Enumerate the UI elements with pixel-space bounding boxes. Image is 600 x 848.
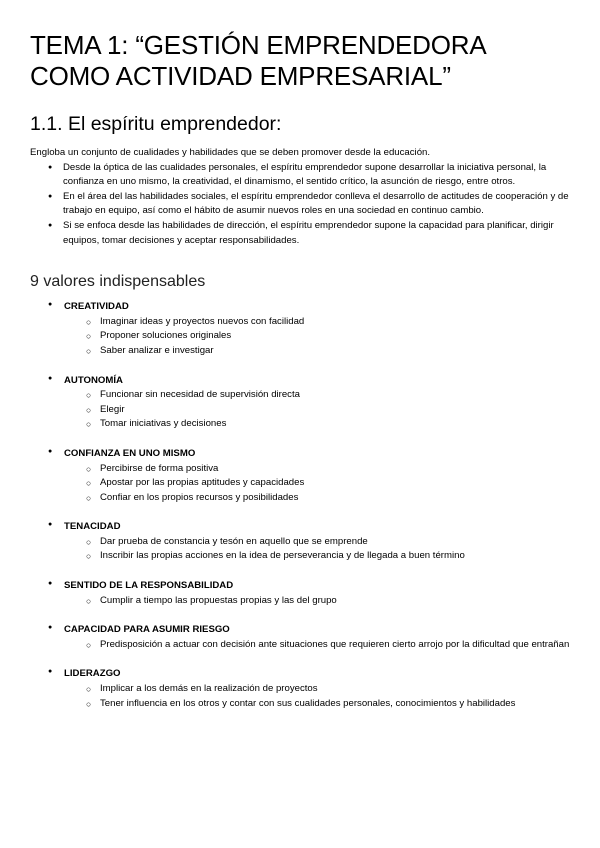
values-list [30,300,570,711]
value-sub-list [64,315,570,359]
section-heading: 1.1. El espíritu emprendedor: [30,113,282,135]
value-title: ● AUTONOMÍA [64,374,123,386]
value-sub-list [64,388,570,432]
intro-bullet: ● En el área del las habilidades sociales, el espíritu emprendedor conlleva el desarrollo de actitudes de cooperación y de trabajo en equipo, así como el hábito de asumir nuevos roles en una sociedad en continuo cambio. [48,190,570,219]
value-title: ● CONFIANZA EN UNO MISMO [64,447,196,459]
value-sub-item: ○ Cumplir a tiempo las propuestas propias y las del grupo [86,594,570,609]
value-sub-item: ○ Tener influencia en los otros y contar con sus cualidades personales, conocimientos y habilidades [86,697,570,712]
value-title: ● CREATIVIDAD [64,301,129,313]
value-sub-list [64,682,570,711]
value-sub-item: ○ Predisposición a actuar con decisión ante situaciones que requieren cierto arrojo por la dificultad que entrañan [86,638,570,653]
value-sub-item: ○ Elegir [86,403,570,418]
intro-bullet: ● Si se enfoca desde las habilidades de dirección, el espíritu emprendedor supone la capacidad para planificar, dirigir equipos, tomar decisiones y aceptar responsabilidades. [48,219,570,248]
value-sub-list [64,638,570,653]
value-title: ● SENTIDO DE LA RESPONSABILIDAD [64,580,234,592]
value-sub-item: ○ Imaginar ideas y proyectos nuevos con facilidad [86,315,570,330]
value-sub-item: ○ Tomar iniciativas y decisiones [86,417,570,432]
document-title [30,30,570,92]
title-line-1: TEMA 1: “GESTIÓN EMPRENDEDORA [30,30,487,60]
value-sub-item: ○ Percibirse de forma positiva [86,462,570,477]
value-sub-list [64,594,570,609]
value-sub-list [64,535,570,564]
value-sub-item: ○ Dar prueba de constancia y tesón en aquello que se emprende [86,535,570,550]
intro-paragraph: Engloba un conjunto de cualidades y habilidades que se deben promover desde la educación. [30,147,431,158]
value-item [48,579,570,608]
intro-bullet-list [30,161,570,249]
value-title: ● CAPACIDAD PARA ASUMIR RIESGO [64,624,230,636]
title-line-2: COMO ACTIVIDAD EMPRESARIAL” [30,61,451,91]
value-title: ● LIDERAZGO [64,668,121,680]
value-item [48,374,570,432]
value-sub-list [64,462,570,506]
value-sub-item: ○ Proponer soluciones originales [86,329,570,344]
intro-bullet: ● Desde la óptica de las cualidades personales, el espíritu emprendedor supone desarrollar la iniciativa personal, la confianza en uno mismo, la creatividad, el dinamismo, el sentido crítico, la asunción de riesgo, entre otros. [48,161,570,190]
value-sub-item: ○ Confiar en los propios recursos y posibilidades [86,491,570,506]
value-sub-item: ○ Funcionar sin necesidad de supervisión directa [86,388,570,403]
values-heading: 9 valores indispensables [30,273,206,291]
value-sub-item: ○ Inscribir las propias acciones en la idea de perseverancia y de llegada a buen término [86,549,570,564]
value-item [48,667,570,711]
value-item [48,447,570,505]
value-item [48,520,570,564]
value-sub-item: ○ Saber analizar e investigar [86,344,570,359]
value-item [48,623,570,652]
value-sub-item: ○ Apostar por las propias aptitudes y capacidades [86,476,570,491]
value-sub-item: ○ Implicar a los demás en la realización de proyectos [86,682,570,697]
value-item [48,300,570,358]
value-title: ● TENACIDAD [64,521,121,533]
